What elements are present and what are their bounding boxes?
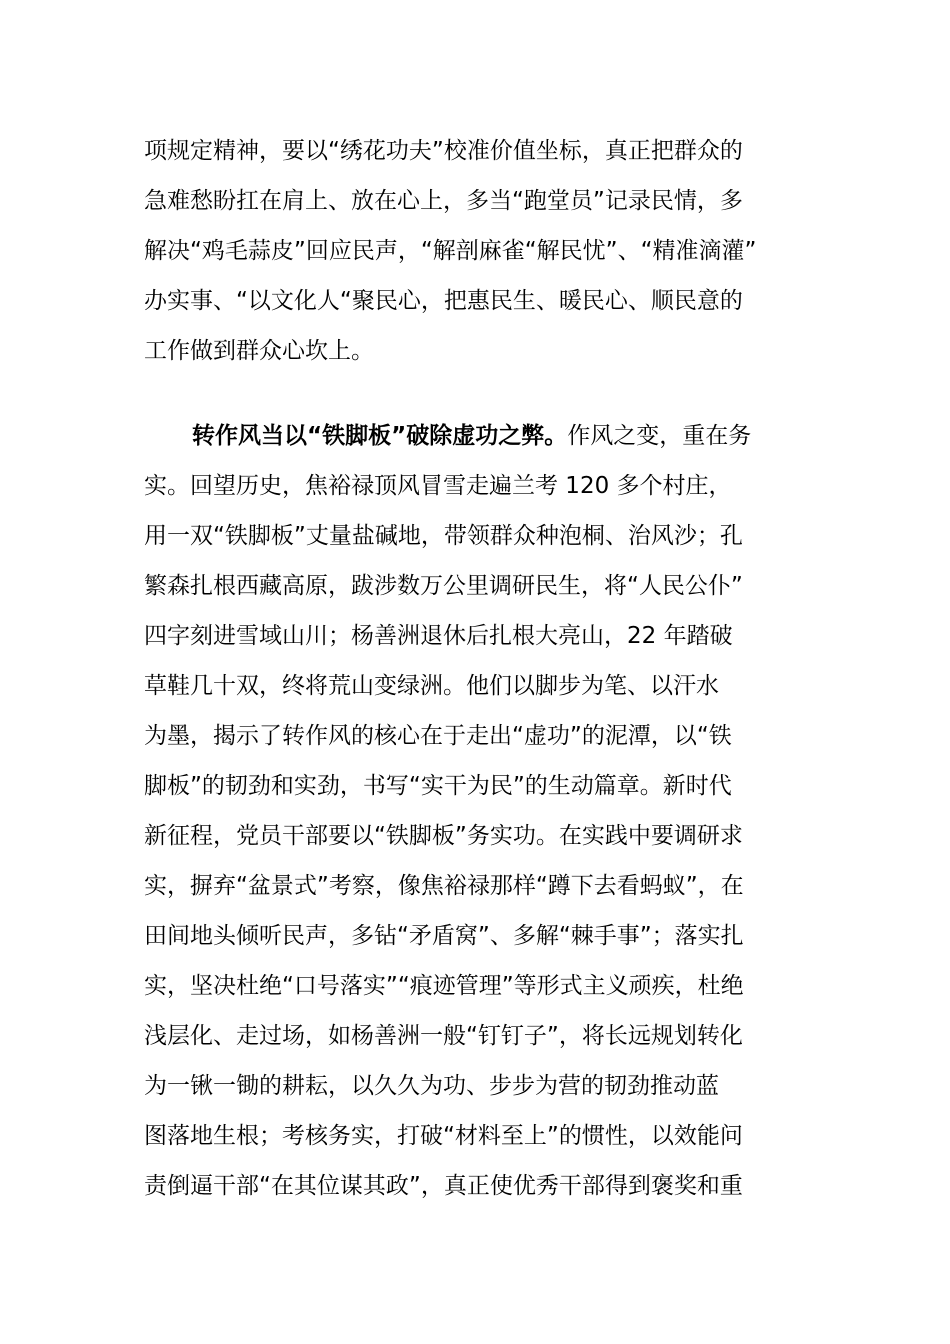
paragraph-first-line: [144, 411, 804, 461]
text-line: 田间地头倾听民声，多钻“矛盾窝”、多解“棘手事”；落实扎: [144, 923, 744, 949]
text-line: 实，摒弃“盆景式”考察，像焦裕禄那样“蹲下去看蚂蚁”，在: [144, 873, 744, 899]
text-line: 责倒逼干部“在其位谋其政”，真正使优秀干部得到褒奖和重: [144, 1173, 743, 1199]
text-line: 脚板”的韧劲和实劲，书写“实干为民”的生动篇章。新时代: [144, 773, 732, 799]
text-line: 实，坚决杜绝“口号落实”“痕迹管理”等形式主义顽疾，杜绝: [144, 973, 744, 999]
text-line: 图落地生根；考核务实，打破“材料至上”的惯性，以效能问: [144, 1123, 743, 1149]
text-line: 急难愁盼扛在肩上、放在心上，多当“跑堂员”记录民情，多: [144, 188, 743, 214]
text-line: 繁森扎根西藏高原，跋涉数万公里调研民生，将“人民公仆”: [144, 573, 743, 599]
paragraph-heading: 转作风当以“铁脚板”破除虚功之弊。: [192, 423, 568, 449]
text-line: 工作做到群众心坎上。: [144, 338, 374, 364]
text-line: 办实事、“以文化人“聚民心，把惠民生、暖民心、顺民意的: [144, 288, 743, 314]
paragraph-continuation: [144, 126, 804, 376]
paragraph-first-line-text: 作风之变，重在务: [567, 423, 752, 449]
text-line: 项规定精神，要以“绣花功夫”校准价值坐标，真正把群众的: [144, 138, 743, 164]
text-line: 用一双“铁脚板”丈量盐碱地，带领群众种泡桐、治风沙；孔: [144, 523, 743, 549]
text-line: 新征程，党员干部要以“铁脚板”务实功。在实践中要调研求: [144, 823, 743, 849]
text-line: 为墨，揭示了转作风的核心在于走出“虚功”的泥潭，以“铁: [144, 723, 732, 749]
text-line: 为一锹一锄的耕耘，以久久为功、步步为营的韧劲推动蓝: [144, 1073, 719, 1099]
text-line: 实。回望历史，焦裕禄顶风冒雪走遍兰考 120 多个村庄，: [144, 473, 732, 499]
text-line: 四字刻进雪域山川；杨善洲退休后扎根大亮山，22 年踏破: [144, 623, 733, 649]
paragraph-work-style: [144, 411, 804, 1211]
text-line: 浅层化、走过场，如杨善洲一般“钉钉子”，将长远规划转化: [144, 1023, 743, 1049]
text-line: 解决“鸡毛蒜皮”回应民声，“解剖麻雀“解民忧”、“精准滴灌”: [144, 238, 757, 264]
text-line: 草鞋几十双，终将荒山变绿洲。他们以脚步为笔、以汗水: [144, 673, 719, 699]
